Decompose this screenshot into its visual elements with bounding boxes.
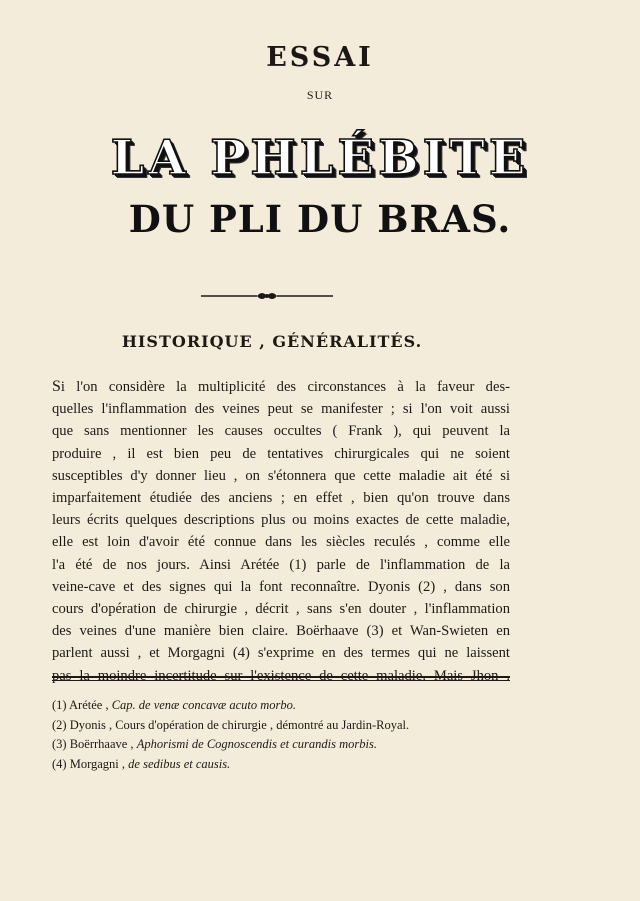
footnote-title: Cap. de venæ concavæ acuto morbo. (111, 698, 297, 712)
section-heading: HISTORIQUE , GÉNÉRALITÉS. (121, 332, 423, 351)
footnote-number: (1) (52, 698, 67, 712)
body-line: susceptibles d'y donner lieu , on s'étonnera que cette maladie ait été si (52, 467, 510, 484)
body-line: produire , il est bien peu de tentatives chirurgicales qui ne soient (52, 445, 510, 462)
footnote-title: de sedibus et causis. (128, 756, 231, 771)
footnote-3 (52, 735, 512, 755)
body-line: pas la moindre incertitude sur l'existence de cette maladie. Mais Jhon . (52, 667, 510, 684)
body-line: leurs écrits quelques descriptions plus ou moins exactes de cette maladie, (52, 512, 510, 529)
footnote-rule (52, 676, 510, 678)
title-essai: ESSAI (266, 42, 374, 73)
body-line: elle est loin d'avoir été connue dans les siècles reculés , comme elle (52, 534, 510, 551)
body-line: Si l'on considère la multiplicité des circonstances à la faveur des- (52, 378, 510, 395)
title-phlebite: LA PHLÉBITE (110, 130, 530, 186)
footnote-1 (52, 696, 512, 716)
body-line: cours d'opération de chirurgie , décrit , sans s'en douter , l'inflammation (52, 601, 510, 618)
footnote-2 (52, 716, 512, 736)
footnote-rule-thin (52, 680, 510, 681)
footnote-author: Morgagni , (69, 756, 126, 771)
body-line: que sans mentionner les causes occultes ( Frank ), qui peuvent la (52, 423, 510, 440)
body-line: l'a été de nos jours. Ainsi Arétée (1) parle de l'inflammation de la (52, 556, 510, 573)
footnote-author: Arétée , (69, 698, 109, 712)
body-line: imparfaitement étudiée des anciens ; en effet , bien qu'on trouve dans (52, 490, 510, 507)
footnote-number: (4) (52, 756, 67, 771)
footnote-4 (52, 755, 512, 775)
title-sur: SUR (306, 88, 334, 102)
body-line: veine-cave et des signes qui la font reconnaître. Dyonis (2) , dans son (52, 578, 510, 595)
footnotes (52, 696, 512, 774)
body-line: des veines d'une manière bien claire. Boërhaave (3) et Wan-Swieten en (52, 623, 510, 640)
body-line: parlent aussi , et Morgagni (4) s'exprime en des termes qui ne laissent (52, 645, 510, 662)
body-paragraph (52, 376, 510, 687)
footnote-number: (2) (52, 717, 67, 732)
footnote-author: Boërrhaave , (69, 737, 134, 751)
footnote-number: (3) (52, 737, 67, 751)
ornament-divider-icon (201, 288, 333, 304)
footnote-title: Aphorismi de Cognoscendis et curandis morbis. (136, 737, 377, 751)
footnote-author: Dyonis , Cours d'opération de chirurgie , démontré au Jardin-Royal. (69, 717, 410, 732)
title-pli-du-bras: DU PLI DU BRAS. (128, 197, 512, 241)
body-line: quelles l'inflammation des veines peut se manifester ; si l'on voit aussi (52, 401, 510, 418)
